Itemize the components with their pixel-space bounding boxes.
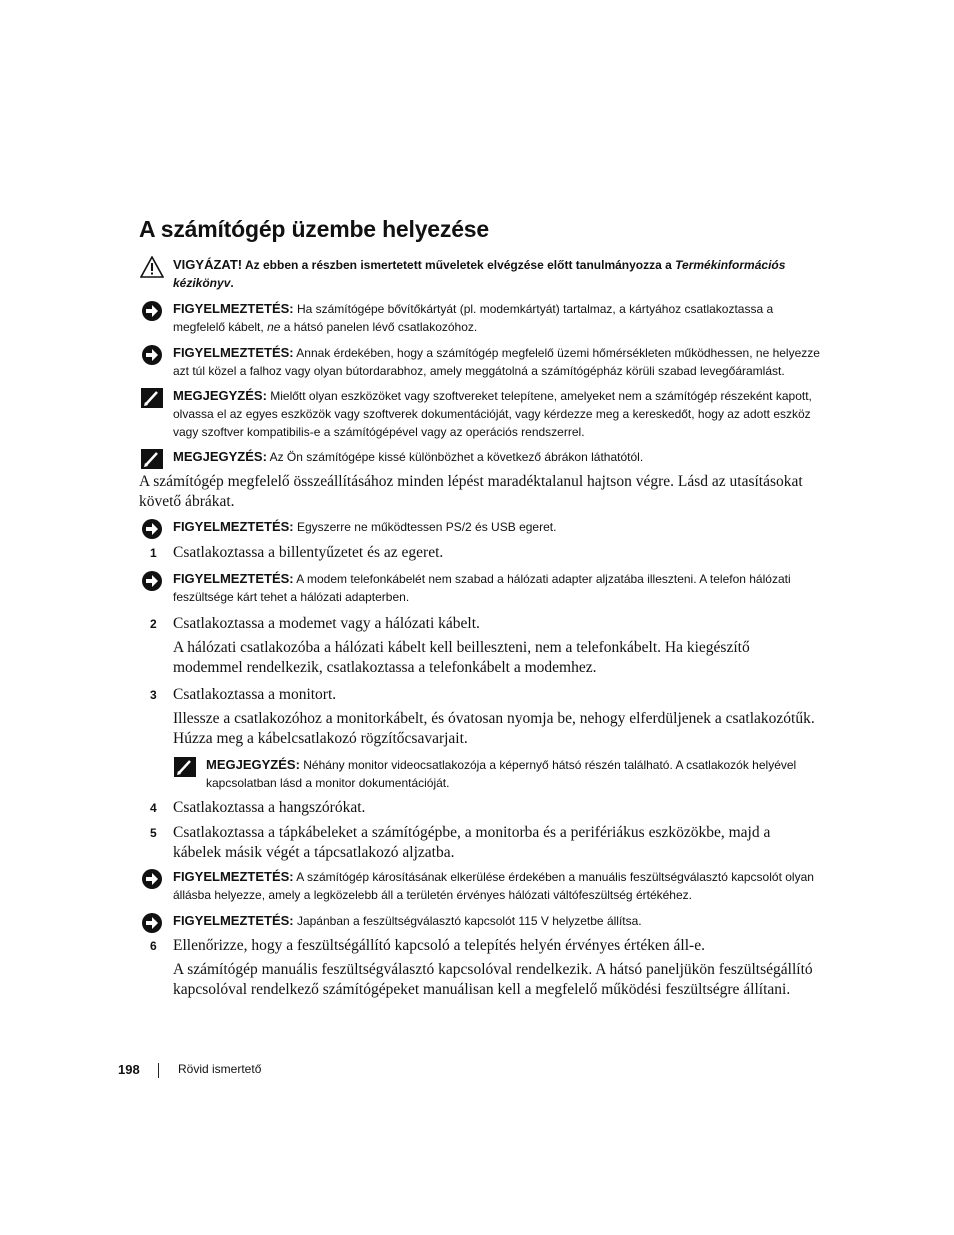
note-pencil-icon — [173, 756, 197, 778]
notice-emph: ne — [267, 320, 281, 334]
step-number: 6 — [150, 939, 157, 953]
notice-label: FIGYELMEZTETÉS: — [173, 869, 294, 884]
note-label: MEGJEGYZÉS: — [173, 449, 267, 464]
caution-emph: Termékinformációs kézikönyv — [173, 258, 786, 290]
step-item — [150, 543, 820, 563]
notice-text: A modem telefonkábelét nem szabad a hálózati adapter aljzatába illeszteni. A telefon hálózati feszültsége kárt tehet a hálózati adapterben. — [173, 572, 791, 604]
notice-arrow-icon — [140, 868, 164, 890]
notice-block — [140, 300, 820, 336]
step-text: Ellenőrizze, hogy a feszültségállító kapcsoló a telepítés helyén érvényes értéken áll-e. — [173, 937, 705, 954]
notice-block — [140, 344, 820, 380]
step-item — [150, 685, 820, 705]
note-text: Az Ön számítógépe kissé különbözhet a következő ábrákon láthatótól. — [266, 450, 644, 464]
step-detail: Illessze a csatlakozóhoz a monitorkábelt, és óvatosan nyomja be, nehogy elferdüljenek a csatlakozótűk. Húzza meg a kábelcsatlakozó rögzítőcsavarjait. — [173, 710, 815, 747]
notice-text: Egyszerre ne működtessen PS/2 és USB egeret. — [293, 520, 557, 534]
step-item — [150, 936, 820, 956]
note-text: Mielőtt olyan eszközöket vagy szoftvereket telepítene, amelyeket nem a számítógép részeként kapott, olvassa el az egyes eszközök vagy szoftverek dokumentációját, vagy kérdezze meg a kereskedőt, hogy az adott eszköz vagy szoftver kompatibilis-e a számítógépével vagy az operációs rendszerrel. — [173, 389, 812, 439]
step-detail: A hálózati csatlakozóba a hálózati kábelt kell beilleszteni, nem a telefonkábelt. Ha kiegészítő modemmel rendelkezik, csatlakoztassa a telefonkábelt a modemhez. — [173, 639, 750, 676]
notice-block — [140, 868, 820, 904]
notice-block — [140, 518, 820, 536]
notice-arrow-icon — [140, 912, 164, 934]
notice-block — [140, 570, 820, 606]
note-pencil-icon — [140, 387, 164, 409]
step-number: 1 — [150, 546, 157, 560]
note-text: Néhány monitor videocsatlakozója a képernyő hátsó részén található. A csatlakozók helyével kapcsolatban lásd a monitor dokumentációját. — [206, 758, 797, 790]
intro-paragraph: A számítógép megfelelő összeállításához minden lépést maradéktalanul hajtson végre. Lásd az utasításokat követő ábrákat. — [139, 473, 803, 510]
note-label: MEGJEGYZÉS: — [173, 388, 267, 403]
notice-text: Japánban a feszültségválasztó kapcsolót 115 V helyzetbe állítsa. — [293, 914, 642, 928]
footer-divider — [158, 1063, 159, 1078]
step-number: 2 — [150, 617, 157, 631]
step-item — [150, 823, 820, 862]
notice-label: FIGYELMEZTETÉS: — [173, 301, 294, 316]
note-pencil-icon — [140, 448, 164, 470]
notice-text: A számítógép károsításának elkerülése érdekében a manuális feszültségválasztó kapcsolót olyan állásba helyezze, amely a legközelebb áll a területén érvényes hálózati váltófeszültség értékéhez. — [173, 870, 814, 902]
step-detail: A számítógép manuális feszültségválasztó kapcsolóval rendelkezik. A hátsó paneljükön feszültségállító kapcsolóval rendelkező számítógépeket manuálisan kell a megfelelő működési feszültségre állítani. — [173, 961, 813, 998]
step-text: Csatlakoztassa a tápkábeleket a számítógépbe, a monitorba és a perifériákus eszközökbe, majd a kábelek másik végét a tápcsatlakozó aljzatba. — [173, 824, 771, 861]
step-text: Csatlakoztassa a modemet vagy a hálózati kábelt. — [173, 615, 480, 632]
notice-label: FIGYELMEZTETÉS: — [173, 571, 294, 586]
step-number: 3 — [150, 688, 157, 702]
step-text: Csatlakoztassa a billentyűzetet és az egeret. — [173, 544, 444, 561]
caution-end: . — [230, 276, 234, 290]
note-block — [140, 448, 820, 466]
notice-text: Ha számítógépe bővítőkártyát (pl. modemkártyát) tartalmaz, a kártyához csatlakoztassa a megfelelő kábelt, — [173, 302, 774, 334]
caution-triangle-icon — [140, 256, 164, 278]
step-text: Csatlakoztassa a hangszórókat. — [173, 799, 366, 816]
note-block — [140, 387, 820, 441]
notice-label: FIGYELMEZTETÉS: — [173, 519, 294, 534]
page-number: 198 — [118, 1062, 140, 1077]
step-item — [150, 798, 820, 818]
notice-label: FIGYELMEZTETÉS: — [173, 913, 294, 928]
step-item — [150, 614, 820, 634]
footer-section: Rövid ismertető — [178, 1062, 262, 1076]
note-block — [173, 756, 818, 792]
notice-arrow-icon — [140, 300, 164, 322]
notice-label: FIGYELMEZTETÉS: — [173, 345, 294, 360]
step-text: Csatlakoztassa a monitort. — [173, 686, 337, 703]
notice-arrow-icon — [140, 570, 164, 592]
notice-text: Annak érdekében, hogy a számítógép megfelelő üzemi hőmérsékleten működhessen, ne helyezze azt túl közel a falhoz vagy olyan bútordarabhoz, amely meggátolná a számítógépház körüli szabad levegőáramlást. — [173, 346, 820, 378]
notice-end: a hátsó panelen lévő csatlakozóhoz. — [280, 320, 478, 334]
caution-text: Az ebben a részben ismertetett műveletek elvégzése előtt tanulmányozza a — [242, 258, 676, 272]
notice-arrow-icon — [140, 518, 164, 540]
note-label: MEGJEGYZÉS: — [206, 757, 300, 772]
page-title: A számítógép üzembe helyezése — [139, 216, 489, 242]
notice-arrow-icon — [140, 344, 164, 366]
caution-label: VIGYÁZAT! — [173, 257, 243, 272]
notice-block — [140, 912, 820, 930]
step-number: 5 — [150, 826, 157, 840]
caution-block — [140, 256, 820, 292]
step-number: 4 — [150, 801, 157, 815]
